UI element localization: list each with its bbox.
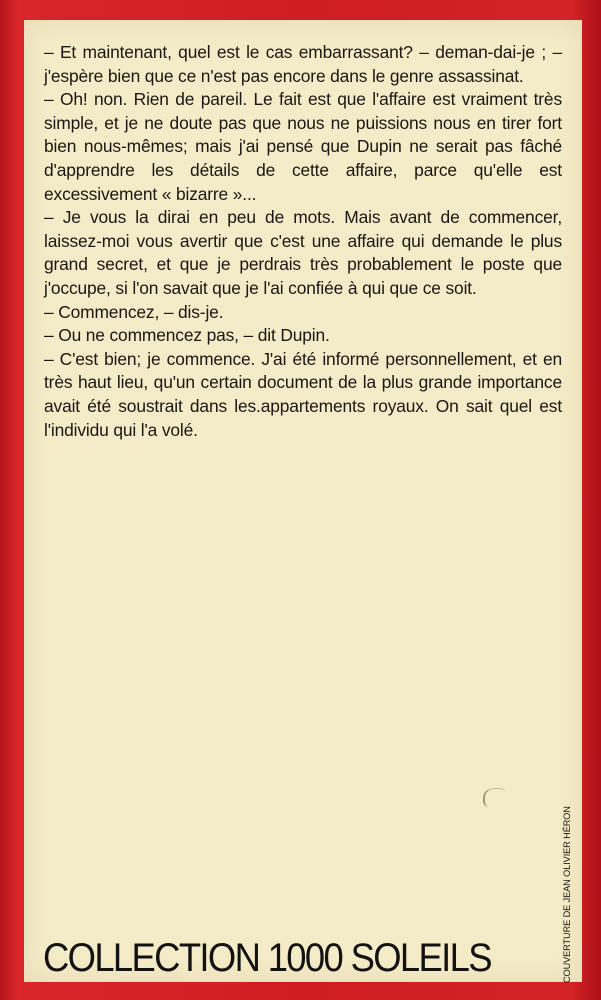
cover-wear-mark: [483, 788, 505, 807]
cream-text-panel: [24, 20, 582, 982]
excerpt-paragraph-4: – Commencez, – dis-je.: [44, 301, 224, 322]
excerpt-paragraph-1: – Et maintenant, quel est le cas embarrassant? – deman-dai-je ; – j'espère bien que ce n'est pas encore dans le genre assassinat.: [44, 42, 562, 86]
excerpt-paragraph-2: – Oh! non. Rien de pareil. Le fait est que l'affaire est vraiment très simple, et je ne doute pas que nous ne puissions nous en tirer fort bien nous-mêmes; mais j'ai pensé que Dupin ne serait pas fâché d'apprendre les détails de cette affaire, parce qu'elle est excessivement « bizarre »...: [44, 89, 562, 204]
excerpt-paragraph-6: – C'est bien; je commence. J'ai été informé personnellement, et en très haut lieu, qu'un certain document de la plus grande importance avait été soustrait dans les.appartements royaux. On sait quel est l'individu qui l'a volé.: [44, 348, 562, 440]
book-excerpt: [44, 41, 562, 442]
excerpt-paragraph-3: – Je vous la dirai en peu de mots. Mais avant de commencer, laissez-moi vous avertir que c'est une affaire qui demande le plus grand secret, et que je perdrais très probablement le poste que j'occupe, si l'on savait que je l'ai confiée à qui que ce soit.: [44, 207, 562, 298]
series-title: COLLECTION 1000 SOLEILS: [43, 936, 491, 980]
cover-designer-credit: COUVERTURE DE JEAN OLIVIER HÉRON: [562, 806, 572, 983]
excerpt-paragraph-5: – Ou ne commencez pas, – dit Dupin.: [44, 325, 330, 346]
